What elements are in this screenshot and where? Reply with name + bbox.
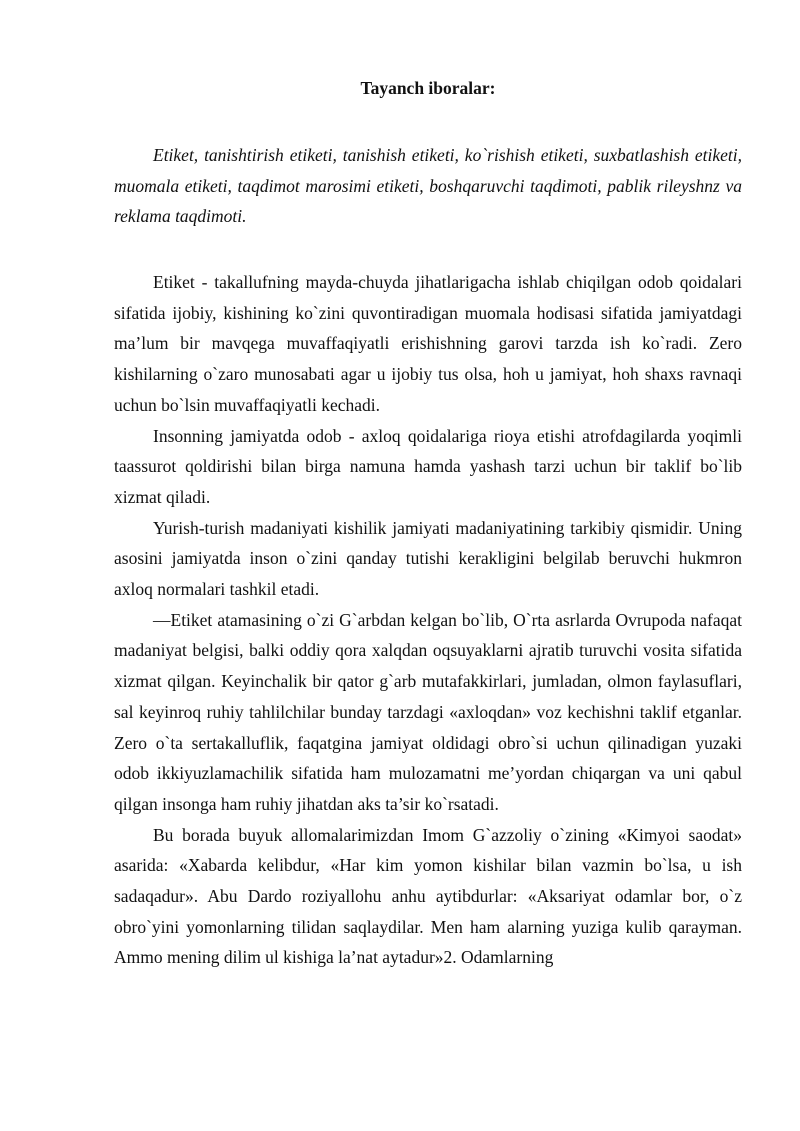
paragraph: —Etiket atamasining o`zi G`arbdan kelgan bo`lib, O`rta asrlarda Ovrupoda nafaqat madaniyat belgisi, balki oddiy qora xalqdan oqsuyaklarni ajratib turuvchi vosita sifatida xizmat qilgan. Keyinchalik bir qator g`arb mutafakkirlari, jumladan, olmon faylasuflari, sal keyinroq ruhiy tahlilchilar bunday tarzdagi «axloqdan» voz kechishni taklif etganlar. Zero o`ta sertakalluflik, faqatgina jamiyat oldidagi obro`si uchun qilinadigan yuzaki odob ikkiyuzlamachilik sifatida ham mulozamatni me’yordan chiqargan va uni qabul qilgan insonga ham ruhiy jihatdan aks ta’sir ko`rsatadi. [114,609,742,814]
page-title: Tayanch iboralar: [360,78,496,98]
paragraph: Bu borada buyuk allomalarimizdan Imom G`azzoliy o`zining «Kimyoi saodat» asarida: «Xabarda kelibdur, «Har kim yomon kishilar bilan vazmin bo`lsa, u ish sadaqadur». Abu Dardo roziyallohu anhu aytibdurlar: «Aksariyat odamlar bor, o`z obro`yini yomonlarning tilidan saqlaydilar. Men ham alarning yuziga kulib qarayman. Ammo mening dilim ul kishiga la’nat aytadur»2. Odamlarning [114,824,742,968]
paragraph: Etiket - takallufning mayda-chuyda jihatlarigacha ishlab chiqilgan odob qoidalari sifatida ijobiy, kishining ko`zini quvontiradigan muomala hodisasi sifatida jamiyatdagi ma’lum bir mavqega muvaffaqiyatli erishishning garovi tarzda ish ko`radi. Zero kishilarning o`zaro munosabati agar u ijobiy tus olsa, hoh u jamiyat, hoh shaxs ravnaqi uchun bo`lsin muvaffaqiyatli kechadi. [114,272,742,415]
paragraph: Insonning jamiyatda odob - axloq qoidalariga rioya etishi atrofdagilarda yoqimli taassurot qoldirishi bilan birga namuna hamda yashash tarzi uchun bir taklif bo`lib xizmat qiladi. [114,425,742,507]
keywords-paragraph: Etiket, tanishtirish etiketi, tanishish etiketi, ko`rishish etiketi, suxbatlashish etiketi, muomala etiketi, taqdimot marosimi etiketi, boshqaruvchi taqdimoti, pablik rileyshnz va reklama taqdimoti. [114,145,742,226]
paragraph: Yurish-turish madaniyati kishilik jamiyati madaniyatining tarkibiy qismidir. Uning asosini jamiyatda inson o`zini qanday tutishi kerakligini belgilab beruvchi hukmron axloq normalari tashkil etadi. [114,517,742,600]
body-text [114,267,742,973]
